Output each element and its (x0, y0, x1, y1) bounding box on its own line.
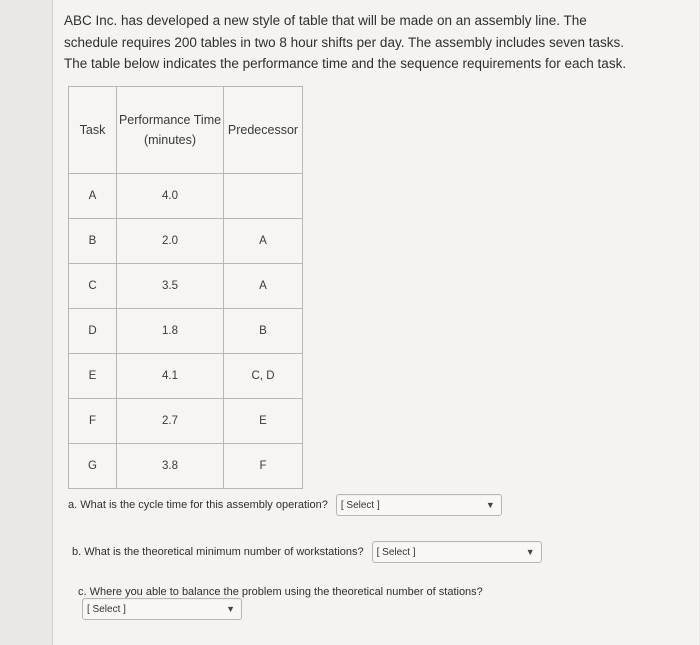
cell-time: 4.1 (117, 354, 224, 399)
question-c-text: c. Where you able to balance the problem using the theoretical number of stations? (78, 586, 483, 598)
cell-predecessor: C, D (224, 354, 303, 399)
cell-time: 3.8 (117, 444, 224, 489)
table-row (69, 444, 303, 489)
chevron-down-icon: ▼ (226, 604, 235, 614)
cell-predecessor: B (224, 309, 303, 354)
cell-task: B (69, 219, 117, 264)
question-b-select[interactable] (372, 541, 542, 563)
question-a (68, 494, 502, 516)
cell-task: F (69, 399, 117, 444)
question-a-text: a. What is the cycle time for this assembly operation? (68, 499, 328, 511)
cell-task: D (69, 309, 117, 354)
header-performance-time-line2: (minutes) (143, 133, 197, 147)
question-a-select[interactable] (336, 494, 502, 516)
question-b-select-value: [ Select ] (376, 546, 416, 558)
cell-time: 4.0 (117, 174, 224, 219)
question-a-select-value: [ Select ] (340, 499, 380, 511)
cell-time: 3.5 (117, 264, 224, 309)
cell-predecessor: A (224, 219, 303, 264)
chevron-down-icon: ▼ (525, 547, 535, 557)
table-row (69, 174, 303, 219)
header-task: Task (69, 87, 117, 174)
cell-time: 1.8 (117, 309, 224, 354)
cell-task: E (69, 354, 117, 399)
table-row (69, 264, 303, 309)
cell-time: 2.7 (117, 399, 224, 444)
cell-task: C (69, 264, 117, 309)
cell-predecessor (224, 174, 303, 219)
question-c-select-value: [ Select ] (87, 603, 126, 615)
cell-time: 2.0 (117, 219, 224, 264)
question-c-select[interactable] (82, 598, 242, 620)
header-performance-time-line1: Performance Time (118, 113, 222, 127)
question-b-text: b. What is the theoretical minimum number of workstations? (72, 546, 364, 558)
table-row (69, 354, 303, 399)
cell-task: G (69, 444, 117, 489)
cell-task: A (69, 174, 117, 219)
table-row (69, 309, 303, 354)
table-header-row (69, 87, 303, 174)
table-row (69, 399, 303, 444)
task-table (68, 86, 303, 489)
cell-predecessor: A (224, 264, 303, 309)
cell-predecessor: E (224, 399, 303, 444)
question-c (78, 586, 483, 598)
problem-statement: ABC Inc. has developed a new style of table that will be made on an assembly line. The schedule requires 200 tables in two 8 hour shifts per day. The assembly includes seven tasks. The table below indicates the performance time and the sequence requirements for each task. (64, 13, 627, 71)
chevron-down-icon: ▼ (485, 500, 495, 510)
header-predecessor: Predecessor (224, 87, 303, 174)
table-row (69, 219, 303, 264)
header-performance-time (117, 87, 224, 174)
question-b (72, 541, 542, 563)
cell-predecessor: F (224, 444, 303, 489)
